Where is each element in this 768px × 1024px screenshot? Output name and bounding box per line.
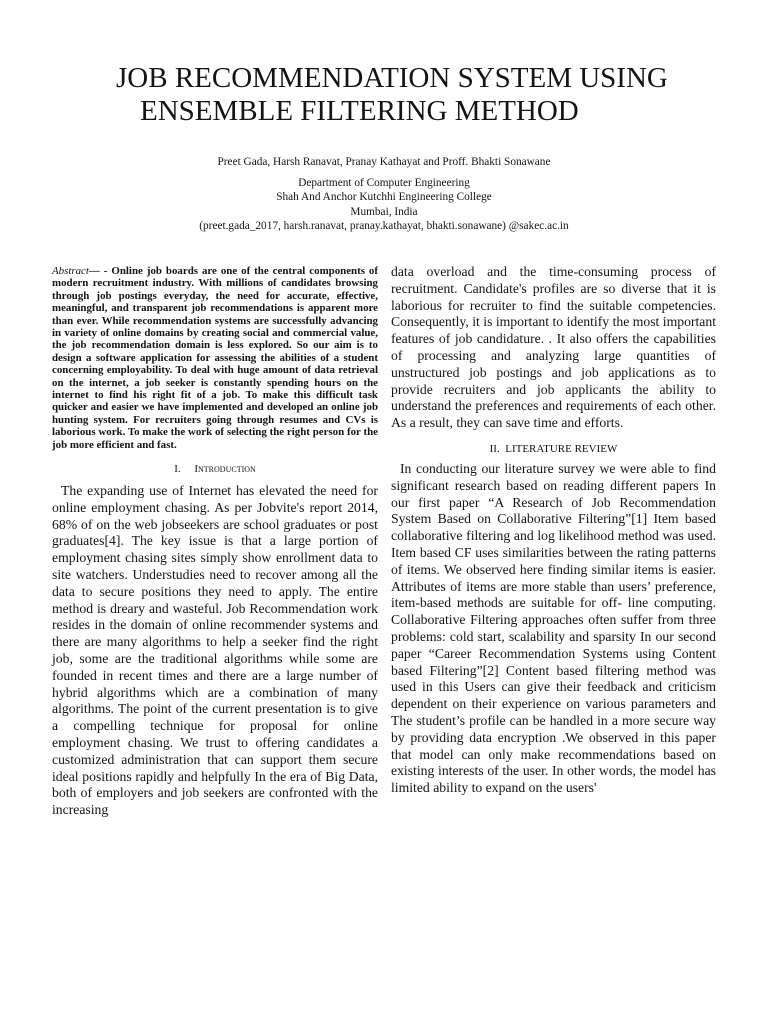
abstract-label: Abstract xyxy=(52,265,89,277)
abstract-text: Online job boards are one of the central components of modern recruitment industry. With millions of candidates browsing through job postings everyday, the need for accurate, effective, meaningful, and transparent job recommendations is apparent more than ever. While recommendation systems are successfully advancing in variety of online domains by creating social and commercial value, the job recommendation domain is less explored. So our aim is to design a software application for assessing the abilities of a student concerning employability. To deal with huge amount of data retrieval on the internet, a job seeker is constantly spending hours on the internet to find his right fit of a job. To make this difficult task quicker and easier we have implemented and developed an online job hunting system. For recruiters going through resumes and CVs is laborious work. To make the work of selecting the right person for the job more efficient and fast. xyxy=(52,265,379,451)
paper-title xyxy=(96,62,696,128)
left-column xyxy=(52,265,378,819)
author-location: Mumbai, India xyxy=(350,205,418,218)
paper-title-line-1: JOB RECOMMENDATION SYSTEM USING xyxy=(116,62,668,94)
section-number: II. xyxy=(489,442,500,455)
author-block xyxy=(0,155,768,234)
introduction-continued-text: data overload and the time-consuming process of recruitment. Candidate's profiles are so diverse that it is laborious for recruiter to find the suitable competencies. Consequently, it is important to identify the most important features of job candidature. . It also offers the capabilities of processing and analyzing large quantities of unstructured job postings and job applications as to provide recruiters and job applicants the ability to understand the preferences and requirements of each other. As a result, they can save time and efforts. xyxy=(391,264,716,431)
abstract xyxy=(52,265,378,451)
right-column xyxy=(391,264,716,797)
section-title: Introduction xyxy=(194,463,256,476)
abstract-separator: — - xyxy=(88,265,112,277)
section-heading-introduction xyxy=(52,462,378,476)
author-names: Preet Gada, Harsh Ranavat, Pranay Kathayat and Proff. Bhakti Sonawane xyxy=(217,156,551,168)
paper-title-line-2: ENSEMBLE FILTERING METHOD xyxy=(140,95,579,127)
section-heading-literature-review xyxy=(391,442,716,456)
literature-review-text: In conducting our literature survey we were able to find significant research based on reading different papers In our first paper “A Research of Job Recommendation System Based on Collaborative Filtering”[1] Item based collaborative filtering and log likelihood method was used. Item based CF uses similarities between the rating patterns of items. We observed here finding similar items is easier. Attributes of items are more stable than users’ preference, item-based methods are suitable for off- line computing. Collaborative Filtering approaches often suffer from three problems: cold start, scalability and sparsity In our second paper “Career Recommendation Systems using Content based Filtering”[2] Content based filtering method was used in this Users can give their feedback and criticism dependent on their experience on various parameters and The student’s profile can be handled in a more secure way by providing data encryption .We observed in this paper that model can only make recommendations based on existing interests of the user. In other words, the model has limited ability to expand on the users' xyxy=(391,460,716,796)
introduction-text: The expanding use of Internet has elevated the need for online employment chasing. As per Jobvite's report 2014, 68% of on the web jobseekers are school graduates or post graduates[4]. The key issue is that a large portion of employment chasing sites simply show enrollment data to site watchers. Understudies need to recover among all the data to secure positions they need to apply. The entire method is dreary and wasteful. Job Recommendation work resides in the domain of online recommender systems and there are many algorithms to help a seeker find the right job, some are the traditional algorithms while some are founded in recent times and there are a large number of hybrid algorithms which are a combination of many algorithms. The point of the current presentation is to give a compelling technique for proposal for online employment chasing. We trust to offering candidates a customized administration that can support them secure ideal positions rapidly and helpfully In the era of Big Data, both of employers and job seekers are confronted with the increasing xyxy=(52,483,378,818)
author-college: Shah And Anchor Kutchhi Engineering College xyxy=(276,191,492,203)
author-department: Department of Computer Engineering xyxy=(298,176,470,189)
section-title: LITERATURE REVIEW xyxy=(505,442,618,455)
author-emails: (preet.gada_2017, harsh.ranavat, pranay.kathayat, bhakti.sonawane) @sakec.ac.in xyxy=(199,220,569,232)
section-number: I. xyxy=(174,463,181,476)
